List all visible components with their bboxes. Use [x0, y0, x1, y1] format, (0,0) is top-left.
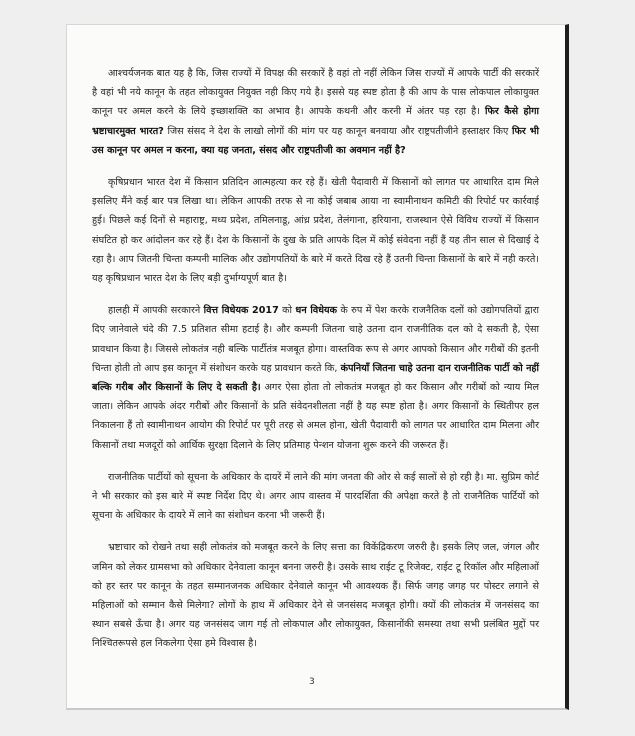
bold-text-span: फिर कैसे होगा भ्रष्टाचारमुक्त भारत? — [92, 106, 539, 137]
bold-text-span: फिर भी उस कानून पर अमल न करना, क्या यह जनता, संसद और राष्ट्रपतीजी का अवमान नहीं है? — [92, 125, 539, 156]
document-page — [66, 24, 569, 710]
text-span: भ्रष्टाचार को रोखने तथा सही लोकतंत्र को मजबूत करने के लिए सत्ता का विकेंद्रिकरण जरुरी है। इसके लिए जल, जंगल और जमिन को लेकर ग्रामसभा को अधिकार देनेवाला कानून बनना जरुरी है। उसके साथ राईट टू रिजेक्ट, राईट टू रिकॉल और महिलाओं को हर स्तर पर कानून के तहत सम्मानजनक अधिकार देनेवाले कानून भी आवश्यक हैं। सिर्फ जगह जगह पर पोस्टर लगाने से महिलाओं को सम्मान कैसे मिलेगा? लोगों के हाथ में अधिकार देने से जनसंसद मजबूत होगी। क्यों की लोकतंत्र में जनसंसद का स्थान सबसे ऊँचा है। अगर यह जनसंसद जाग गई तो लोकपाल और लोकायुक्त, किसानोंकी समस्या तथा सभी प्रलंबित मुद्दों पर निश्चितरूपसे हल निकलेगा ऐसा हमे विश्वास है। — [92, 542, 539, 650]
bold-text-span: कंपनियाँ जितना चाहे उतना दान राजनीतिक पार्टी को नहीं बल्कि गरीब और किसानों के लिए दे सकती है। — [92, 362, 539, 394]
text-span: जिस संसद ने देश के लाखो लोगों की मांग पर यह कानून बनवाया और राष्ट्रपतीजीने हस्ताक्षर किए — [163, 125, 512, 137]
text-span: के रुप में पेश करके राजनैतिक दलों को उद्योगपतियों द्वारा दिए जानेवाले चंदे की 7.5 प्रतिशत सीमा हटाई है। और कम्पनी जितना चाहे उतना दान राजनीतिक दल को दे सकती है, ऐसा प्रावधान किया है। जिससे लोकतंत्र नही बल्कि पार्टीतंत्र मजबूत होगा। वास्तविक रूप से अगर आपको किसान और गरीबों की इतनी चिन्ता होती तो आप इस कानून में संशोधन करके यह प्रावधान करते कि, — [92, 305, 540, 374]
text-span: हालही में आपकी सरकारने — [108, 305, 204, 317]
paragraph-farmers — [92, 173, 539, 288]
text-span: आश्चर्यजनक बात यह है कि, जिस राज्यों में विपक्ष की सरकारें है वहां तो नहीं लेकिन जिस राज्यों में आपके पार्टी की सरकारें है वहां भी नये कानून के तहत लोकायुक्त नियुक्त नही किए गये है। इससे यह स्पष्ट होता है की आप के पास लोकपाल लोकायुक्त कानून पर अमल करने के लिये इच्छाशक्ति का अभाव है। आपके कथनी और करनी में अंतर पड़ रहा है। — [92, 68, 539, 118]
text-span: को — [278, 305, 296, 317]
paragraph-lokpal — [92, 64, 539, 160]
bold-text-span: धन विधेयक — [295, 305, 337, 317]
letter-body — [92, 64, 539, 667]
text-span: अगर ऐसा होता तो लोकतंत्र मजबूत हो कर किसान और गरीबों को न्याय मिल जाता। लेकिन आपके अंदर गरीबों और किसानों के प्रति संवेदनशीलता नहीं है यह स्पष्ट होता है। अगर किसानों के स्थितीपर हल निकालना हैं तो स्वामीनाथन आयोग की रिपोर्ट पर पूरी तरह से अमल होना, खेती पैदावारी को लागत पर आधारित दाम मिलना और किसानों तथा मजदूरों को आर्थिक सुरक्षा दिलाने के लिए प्रतिमाह पेन्शन योजना शुरू करने की जरूरत हैं। — [92, 382, 539, 451]
text-span: राजनीतिक पार्टीयों को सूचना के अधिकार के दायरें में लाने की मांग जनता की ओर से कई सालों से हो रही है। मा. सुप्रिम कोर्ट ने भी सरकार को इस बारे में स्पष्ट निर्देश दिए थे। अगर आप वास्तव में पारदर्शिता की अपेक्षा करते है तो राजनैतिक पार्टियों को सूचना के अधिकार के दायरे में लाने का संशोधन करना भी जरूरी हैं। — [92, 471, 539, 522]
bold-text-span: वित्त विधेयक 2017 — [203, 305, 279, 317]
paragraph-decentralization — [92, 538, 539, 653]
page-number: 3 — [309, 677, 315, 687]
paragraph-finance-bill — [92, 301, 539, 455]
paragraph-rti — [92, 468, 539, 526]
text-span: कृषिप्रधान भारत देश में किसान प्रतिदिन आत्महत्या कर रहे हैं। खेती पैदावारी में किसानों को लागत पर आधारित दाम मिले इसलिए मैंने कई बार पत्र लिखा था। लेकिन आपकी तरफ से ना कोई जबाब आया ना स्वामीनाथन कमिटी की रिपोर्ट पर कार्रवाई हुई। पिछले कई दिनों से महाराष्ट्र, मध्य प्रदेश, तमिलनाडू, आंध्र प्रदेश, तेलंगाना, हरियाना, राजस्थान ऐसे विविध राज्यों में किसान संघटित हो कर आंदोलन कर रहे हैं। देश के किसानों के दुख के प्रति आपके दिल में कोई संवेदना नहीं हैं यह तीन साल से दिखाई दे रहा है। आप जितनी चिन्ता कम्पनी मालिक और उद्योगपतियों के बारे में करते दिख रहे हैं उतनी चिन्ता किसानों के बारे में नही करते। यह कृषिप्रधान भारत देश के लिए बड़ी दुर्भाग्यपूर्ण बात है। — [92, 177, 539, 285]
